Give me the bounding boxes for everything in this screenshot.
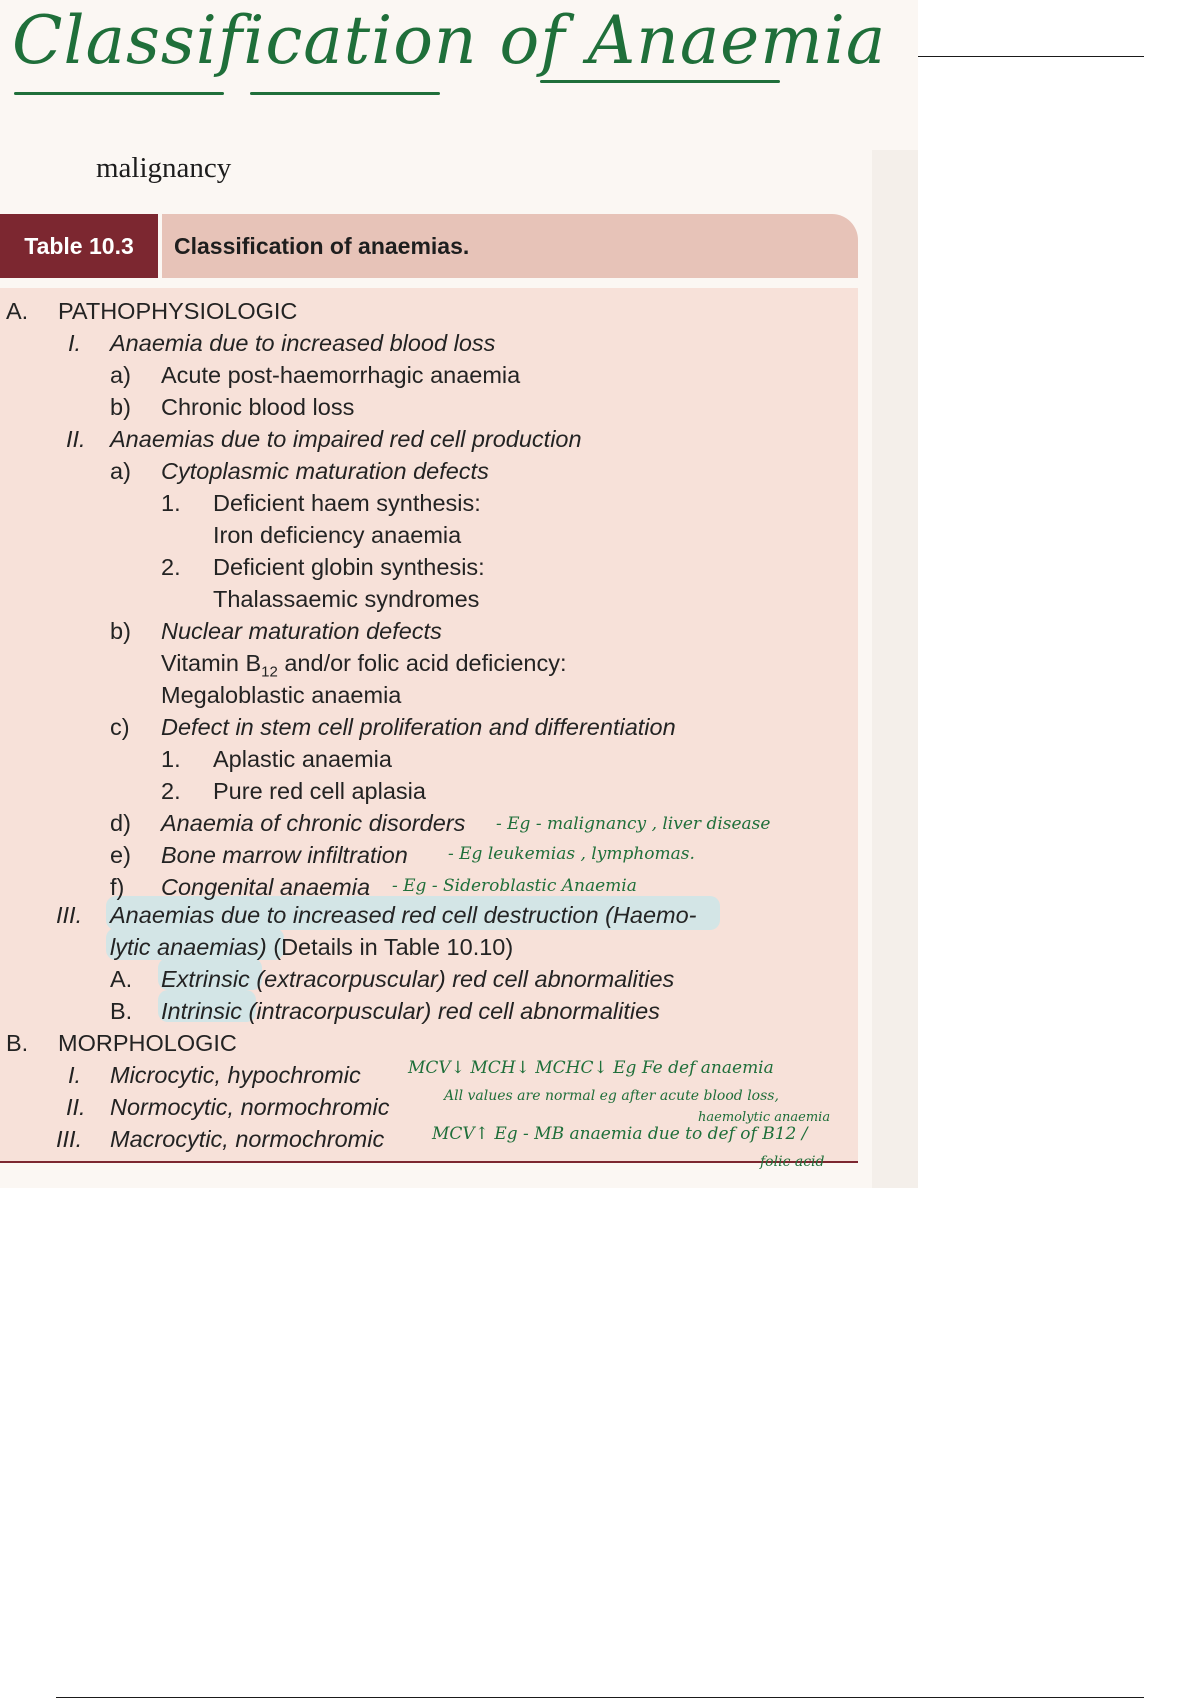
row-number: a) <box>110 458 131 484</box>
row-text: Nuclear maturation defects <box>161 618 442 644</box>
top-right-rule <box>918 56 1144 57</box>
row-text: Deficient haem synthesis: <box>213 490 481 516</box>
handwritten-note: haemolytic anaemia <box>698 1110 831 1125</box>
section-number: A. <box>6 298 29 324</box>
row-number: III. <box>56 1126 83 1152</box>
section-number: B. <box>6 1030 29 1056</box>
row-number: a) <box>110 362 131 388</box>
row-text: Normocytic, normochromic <box>110 1094 390 1120</box>
handwritten-note: - Eg - malignancy , liver disease <box>496 814 771 834</box>
row-number: b) <box>110 618 131 644</box>
row-number: b) <box>110 394 131 420</box>
section-heading: MORPHOLOGIC <box>58 1030 237 1056</box>
handwritten-title: Classification of Anaemia <box>12 2 887 79</box>
row-text: Cytoplasmic maturation defects <box>161 458 489 484</box>
table-body <box>0 288 858 1170</box>
row-text: Anaemias due to impaired red cell production <box>110 426 582 452</box>
section-heading: PATHOPHYSIOLOGIC <box>58 298 298 324</box>
row-number: 1. <box>161 746 181 772</box>
row-text: Macrocytic, normochromic <box>110 1126 385 1152</box>
row-text: Microcytic, hypochromic <box>110 1062 361 1088</box>
row-text: Intrinsic (intracorpuscular) red cell abnormalities <box>161 998 660 1024</box>
row-text: Anaemia due to increased blood loss <box>110 330 496 356</box>
row-number: II. <box>66 1094 86 1120</box>
row-text: Anaemias due to increased red cell destruction (Haemo- <box>110 902 697 928</box>
row-text: Vitamin $B_{12}$ and/or folic acid deficiency: <box>161 650 567 681</box>
page-edge <box>872 150 918 1188</box>
row-number: c) <box>110 714 130 740</box>
row-number: d) <box>110 810 131 836</box>
row-number: I. <box>68 330 82 356</box>
row-number: A. <box>110 966 133 992</box>
table-header <box>0 214 858 278</box>
handwritten-note: - Eg - Sideroblastic Anaemia <box>392 876 637 896</box>
title-underline-3 <box>540 80 780 83</box>
row-text: lytic anaemias) (Details in Table 10.10) <box>110 934 514 960</box>
row-text: Defect in stem cell proliferation and differentiation <box>161 714 676 740</box>
table-title: Classification of anaemias. <box>162 214 858 278</box>
row-text: Congenital anaemia <box>161 874 371 900</box>
row-text: Aplastic anaemia <box>213 746 392 772</box>
handwritten-note: MCV↑ Eg - MB anaemia due to def of B12 / <box>432 1124 808 1144</box>
handwritten-note: folic acid <box>760 1154 825 1170</box>
row-text: Chronic blood loss <box>161 394 355 420</box>
table-label: Table 10.3 <box>0 214 158 278</box>
row-number: f) <box>110 874 125 900</box>
row-number: 1. <box>161 490 181 516</box>
title-underline-1 <box>14 92 224 95</box>
row-number: 2. <box>161 554 181 580</box>
row-text: Acute post-haemorrhagic anaemia <box>161 362 521 388</box>
row-number: II. <box>66 426 86 452</box>
handwritten-note: MCV↓ MCH↓ MCHC↓ Eg Fe def anaemia <box>408 1058 774 1078</box>
handwritten-note: All values are normal eg after acute blood loss, <box>444 1088 779 1104</box>
title-underline-2 <box>250 92 440 95</box>
row-text: Megaloblastic anaemia <box>161 682 402 708</box>
row-number: e) <box>110 842 131 868</box>
row-number: 2. <box>161 778 181 804</box>
row-text: Anaemia of chronic disorders <box>161 810 466 836</box>
bottom-rule <box>56 1697 1144 1698</box>
row-text: Iron deficiency anaemia <box>213 522 462 548</box>
row-text: Pure red cell aplasia <box>213 778 426 804</box>
previous-page-text: malignancy <box>96 152 232 184</box>
row-text: Extrinsic (extracorpuscular) red cell abnormalities <box>161 966 675 992</box>
row-number: I. <box>68 1062 82 1088</box>
row-number: B. <box>110 998 133 1024</box>
row-text: Deficient globin synthesis: <box>213 554 485 580</box>
row-number: III. <box>56 902 83 928</box>
row-text: Thalassaemic syndromes <box>213 586 480 612</box>
row-text: Bone marrow infiltration <box>161 842 408 868</box>
handwritten-note: - Eg leukemias , lymphomas. <box>448 844 695 864</box>
